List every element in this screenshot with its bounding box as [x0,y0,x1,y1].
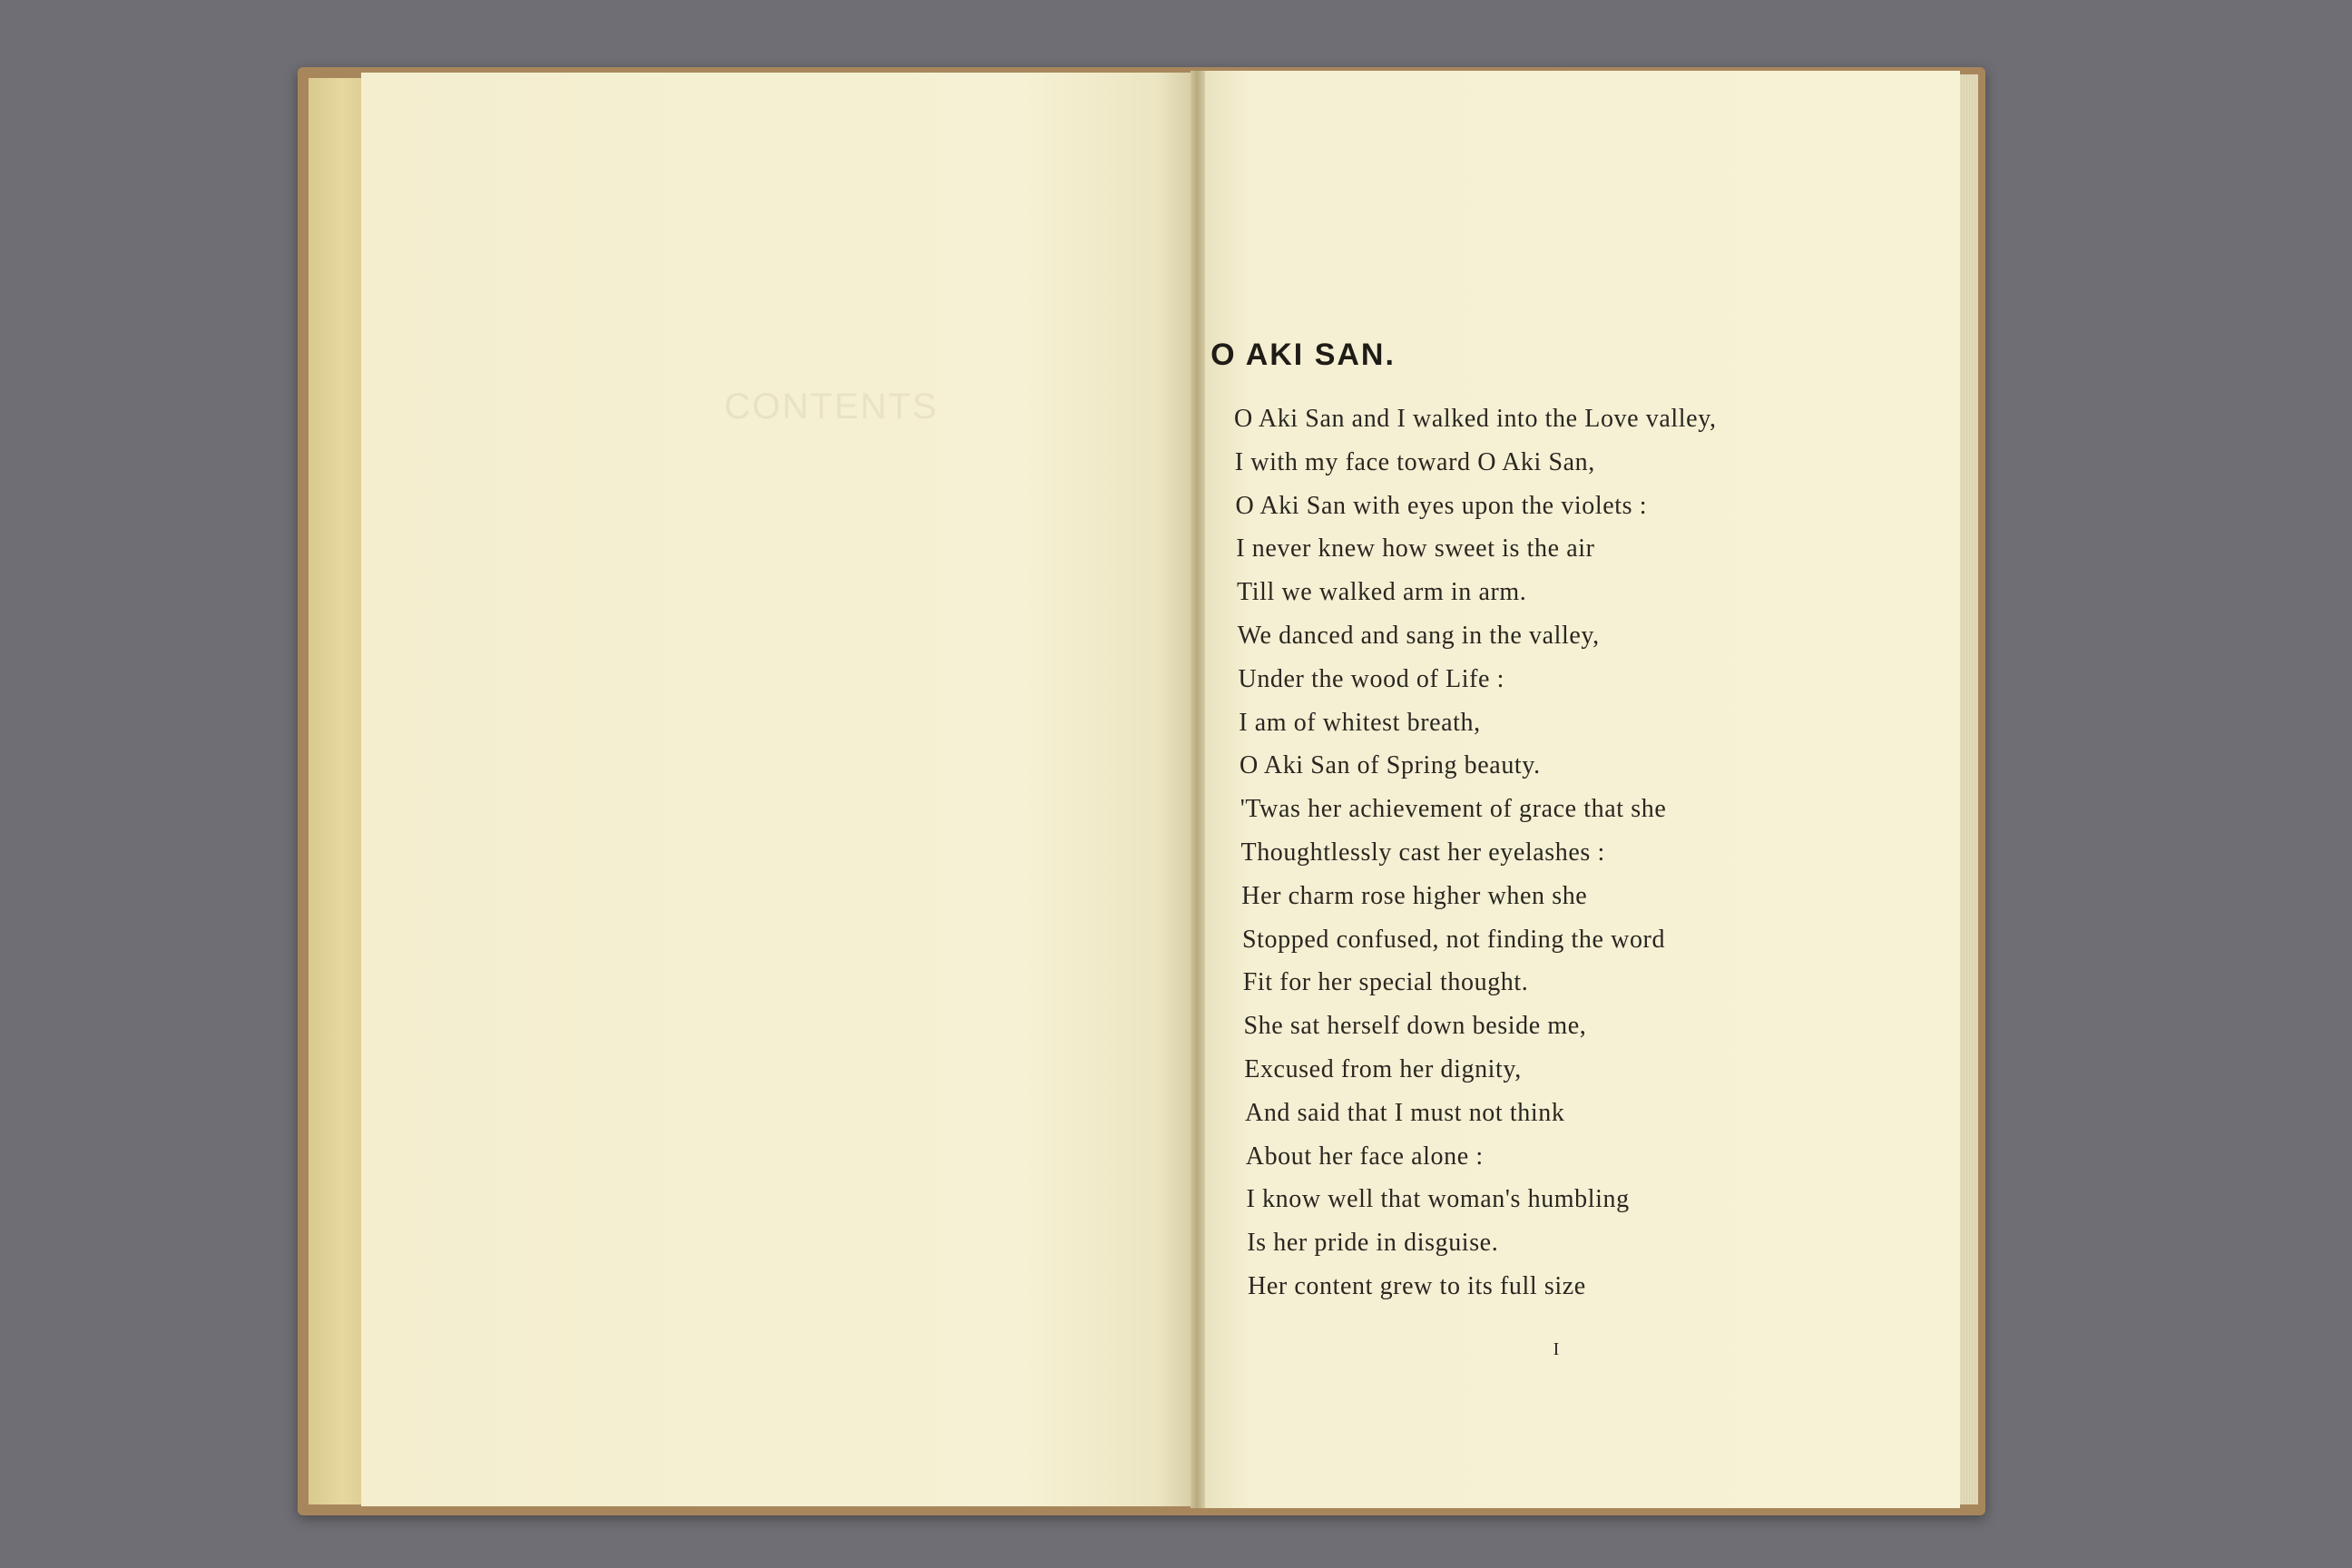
left-page [361,73,1191,1506]
poem-line: I never knew how sweet is the air [1236,534,1595,564]
poem-line: And said that I must not think [1245,1098,1565,1127]
poem-line: I am of whitest breath, [1239,708,1481,737]
poem-line: I with my face toward O Aki San, [1234,447,1595,476]
page-fore-edge [1960,74,1978,1504]
poem-line: O Aki San of Spring beauty. [1240,751,1541,780]
poem-line: About her face alone : [1245,1142,1484,1171]
poem-line: Stopped confused, not finding the word [1242,925,1666,954]
show-through-text: CONTENTS [724,387,938,426]
poem-line: Fit for her special thought. [1242,968,1529,997]
poem-line: O Aki San and I walked into the Love valley, [1234,405,1717,433]
poem-line: I know well that woman's humbling [1246,1185,1630,1214]
poem-body [1234,397,1717,1308]
poem-title: O AKI SAN. [1210,338,1396,372]
book-gutter [1191,71,1205,1508]
page-number: I [1553,1339,1560,1359]
poem-line: She sat herself down beside me, [1243,1012,1587,1041]
poem-line: Is her pride in disguise. [1247,1229,1499,1258]
poem-line: 'Twas her achievement of grace that she [1240,795,1667,824]
poem-line: Thoughtlessly cast her eyelashes : [1240,838,1605,867]
open-book [298,67,1985,1515]
poem-line: Excused from her dignity, [1244,1054,1522,1083]
poem-line: Till we walked arm in arm. [1237,578,1527,607]
poem-line: O Aki San with eyes upon the violets : [1235,491,1648,520]
endpaper-strip [309,78,365,1504]
poem-line: We danced and sang in the valley, [1237,621,1600,650]
poem-line: Under the wood of Life : [1238,664,1505,693]
poem-line: Her content grew to its full size [1248,1271,1586,1300]
poem-line: Her charm rose higher when she [1241,881,1588,910]
